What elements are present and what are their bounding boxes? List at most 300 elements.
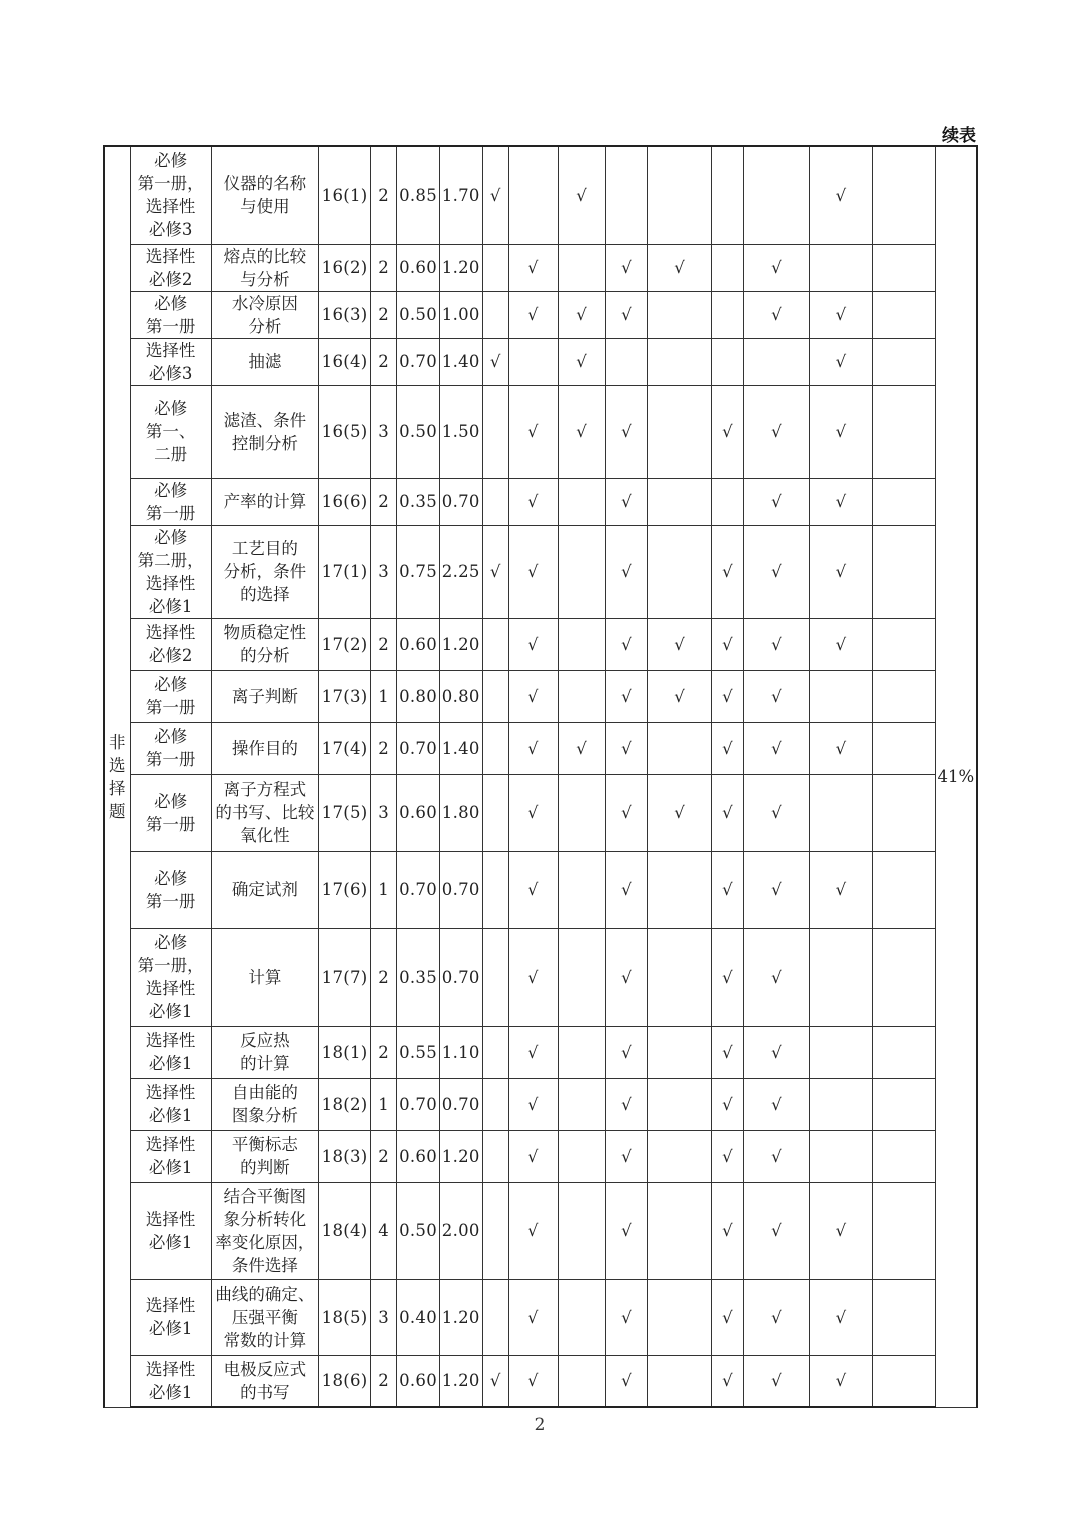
check-cell (558, 1026, 605, 1078)
topic-cell: 仪器的名称 与使用 (211, 146, 318, 244)
score-cell: 2 (371, 928, 397, 1026)
category-char: 选 (109, 755, 126, 775)
check-cell (482, 1026, 508, 1078)
textbook-cell: 选择性 必修1 (130, 1355, 211, 1407)
question-number-cell: 16(6) (319, 478, 371, 525)
check-mark-icon: √ (835, 738, 847, 758)
check-mark-icon: √ (621, 738, 632, 758)
check-cell (508, 525, 558, 618)
check-mark-icon: √ (621, 422, 632, 441)
check-cell (558, 525, 605, 618)
check-cell (605, 928, 648, 1026)
question-number-cell: 17(2) (319, 618, 371, 670)
difficulty-cell: 0.55 (397, 1026, 440, 1078)
question-number-cell: 17(6) (319, 851, 371, 928)
check-mark-icon: √ (621, 305, 632, 324)
difficulty-cell: 0.50 (397, 1182, 440, 1279)
check-cell (482, 478, 508, 525)
textbook-cell: 必修 第一册 (130, 291, 211, 338)
check-cell (744, 1279, 810, 1355)
expected-score-cell: 1.70 (439, 146, 482, 244)
check-cell (809, 1355, 873, 1407)
check-cell (482, 1355, 508, 1407)
topic-cell: 计算 (211, 928, 318, 1026)
check-mark-icon: √ (835, 1307, 847, 1327)
check-cell (508, 291, 558, 338)
difficulty-cell: 0.60 (397, 1130, 440, 1182)
difficulty-cell: 0.70 (397, 338, 440, 385)
check-cell (605, 1078, 648, 1130)
check-cell (873, 291, 936, 338)
textbook-cell: 必修 第一册， 选择性 必修3 (130, 146, 211, 244)
difficulty-cell: 0.70 (397, 722, 440, 774)
check-cell (648, 244, 712, 291)
difficulty-cell: 0.80 (397, 670, 440, 722)
check-mark-icon: √ (771, 1146, 782, 1166)
check-mark-icon: √ (722, 1221, 733, 1240)
topic-cell: 反应热 的计算 (211, 1026, 318, 1078)
check-cell (482, 1182, 508, 1279)
check-cell (809, 618, 873, 670)
score-cell: 2 (371, 722, 397, 774)
check-cell (605, 146, 648, 244)
assessment-table (103, 145, 978, 1408)
check-cell (809, 928, 873, 1026)
check-cell (873, 851, 936, 928)
check-cell (508, 244, 558, 291)
score-cell: 2 (371, 1026, 397, 1078)
check-cell (873, 385, 936, 478)
check-cell (873, 1182, 936, 1279)
check-mark-icon: √ (771, 562, 782, 581)
category-char: 择 (109, 778, 126, 798)
question-number-cell: 17(1) (319, 525, 371, 618)
check-cell (482, 338, 508, 385)
textbook-cell: 选择性 必修2 (130, 618, 211, 670)
table-row (104, 146, 977, 244)
check-cell (873, 774, 936, 851)
check-cell (648, 1279, 712, 1355)
question-number-cell: 18(4) (319, 1182, 371, 1279)
check-cell (482, 722, 508, 774)
table-row (104, 478, 977, 525)
check-cell (711, 1355, 743, 1407)
topic-cell: 电极反应式 的书写 (211, 1355, 318, 1407)
check-mark-icon: √ (771, 305, 782, 324)
table-row (104, 244, 977, 291)
check-mark-icon: √ (771, 686, 782, 706)
table-row (104, 1130, 977, 1182)
check-cell (508, 1078, 558, 1130)
check-cell (809, 1182, 873, 1279)
question-number-cell: 18(2) (319, 1078, 371, 1130)
check-mark-icon: √ (835, 634, 847, 654)
check-cell (508, 1026, 558, 1078)
check-cell (482, 928, 508, 1026)
check-cell (648, 525, 712, 618)
check-mark-icon: √ (527, 880, 539, 899)
table-row (104, 385, 977, 478)
check-cell (809, 385, 873, 478)
check-cell (648, 146, 712, 244)
check-cell (482, 618, 508, 670)
check-cell (558, 774, 605, 851)
check-cell (744, 525, 810, 618)
check-cell (711, 338, 743, 385)
check-mark-icon: √ (771, 258, 782, 277)
table-row (104, 1355, 977, 1407)
expected-score-cell: 0.80 (439, 670, 482, 722)
question-number-cell: 18(3) (319, 1130, 371, 1182)
check-mark-icon: √ (489, 352, 501, 371)
check-cell (508, 618, 558, 670)
category-char: 非 (109, 732, 126, 752)
topic-cell: 操作目的 (211, 722, 318, 774)
check-mark-icon: √ (576, 352, 587, 371)
check-cell (873, 670, 936, 722)
table-row (104, 291, 977, 338)
check-cell (482, 244, 508, 291)
score-cell: 2 (371, 146, 397, 244)
check-mark-icon: √ (621, 1371, 632, 1391)
check-mark-icon: √ (771, 1042, 782, 1062)
difficulty-cell: 0.60 (397, 1355, 440, 1407)
check-cell (558, 618, 605, 670)
check-mark-icon: √ (621, 967, 632, 987)
check-cell (744, 478, 810, 525)
check-cell (558, 928, 605, 1026)
check-mark-icon: √ (621, 686, 632, 706)
check-cell (809, 851, 873, 928)
check-cell (809, 244, 873, 291)
textbook-cell: 必修 第一册 (130, 478, 211, 525)
textbook-cell: 必修 第二册， 选择性 必修1 (130, 525, 211, 618)
check-cell (648, 385, 712, 478)
expected-score-cell: 1.80 (439, 774, 482, 851)
check-cell (482, 851, 508, 928)
score-cell: 2 (371, 244, 397, 291)
check-cell (809, 291, 873, 338)
table-row (104, 1279, 977, 1355)
check-mark-icon: √ (771, 803, 782, 822)
question-number-cell: 17(3) (319, 670, 371, 722)
score-cell: 3 (371, 774, 397, 851)
check-mark-icon: √ (621, 1146, 632, 1166)
check-cell (744, 1355, 810, 1407)
check-cell (605, 722, 648, 774)
check-mark-icon: √ (527, 803, 539, 822)
check-cell (873, 722, 936, 774)
check-mark-icon: √ (527, 305, 539, 324)
topic-cell: 离子判断 (211, 670, 318, 722)
topic-cell: 物质稳定性 的分析 (211, 618, 318, 670)
expected-score-cell: 1.00 (439, 291, 482, 338)
check-cell (809, 478, 873, 525)
check-cell (482, 1078, 508, 1130)
check-cell (809, 1130, 873, 1182)
check-mark-icon: √ (527, 1307, 539, 1327)
check-cell (482, 1130, 508, 1182)
check-cell (605, 670, 648, 722)
check-mark-icon: √ (771, 1221, 782, 1240)
difficulty-cell: 0.70 (397, 1078, 440, 1130)
question-number-cell: 18(1) (319, 1026, 371, 1078)
check-cell (648, 722, 712, 774)
check-cell (744, 146, 810, 244)
check-cell (809, 670, 873, 722)
check-mark-icon: √ (621, 1221, 632, 1240)
table-row (104, 338, 977, 385)
check-cell (648, 1355, 712, 1407)
check-mark-icon: √ (771, 1307, 782, 1327)
check-cell (508, 928, 558, 1026)
textbook-cell: 选择性 必修1 (130, 1130, 211, 1182)
check-cell (873, 928, 936, 1026)
score-cell: 2 (371, 1130, 397, 1182)
expected-score-cell: 1.10 (439, 1026, 482, 1078)
check-cell (508, 851, 558, 928)
table-row (104, 1078, 977, 1130)
check-mark-icon: √ (722, 967, 733, 987)
check-cell (482, 291, 508, 338)
check-cell (605, 774, 648, 851)
check-cell (809, 525, 873, 618)
check-mark-icon: √ (621, 1307, 632, 1327)
check-cell (605, 244, 648, 291)
expected-score-cell: 1.40 (439, 338, 482, 385)
check-cell (648, 1078, 712, 1130)
check-cell (605, 618, 648, 670)
table-row (104, 670, 977, 722)
check-cell (605, 1279, 648, 1355)
topic-cell: 水冷原因 分析 (211, 291, 318, 338)
check-mark-icon: √ (835, 422, 847, 441)
check-mark-icon: √ (527, 258, 539, 277)
expected-score-cell: 1.20 (439, 1355, 482, 1407)
difficulty-cell: 0.60 (397, 618, 440, 670)
topic-cell: 工艺目的 分析，条件 的选择 (211, 525, 318, 618)
check-mark-icon: √ (527, 1042, 539, 1062)
check-cell (744, 928, 810, 1026)
check-mark-icon: √ (527, 1094, 539, 1114)
category-char: 题 (109, 801, 126, 821)
check-mark-icon: √ (722, 422, 733, 441)
check-cell (744, 670, 810, 722)
check-mark-icon: √ (527, 1146, 539, 1166)
check-cell (508, 146, 558, 244)
check-cell (648, 478, 712, 525)
check-cell (648, 670, 712, 722)
score-cell: 2 (371, 618, 397, 670)
check-cell (508, 478, 558, 525)
check-cell (648, 291, 712, 338)
difficulty-cell: 0.60 (397, 244, 440, 291)
textbook-cell: 选择性 必修1 (130, 1078, 211, 1130)
score-cell: 2 (371, 338, 397, 385)
textbook-cell: 必修 第一册 (130, 722, 211, 774)
check-cell (648, 338, 712, 385)
check-mark-icon: √ (771, 1371, 782, 1391)
check-cell (558, 385, 605, 478)
check-cell (508, 722, 558, 774)
check-cell (809, 722, 873, 774)
check-cell (809, 146, 873, 244)
check-cell (873, 478, 936, 525)
check-mark-icon: √ (489, 185, 501, 205)
question-number-cell: 17(5) (319, 774, 371, 851)
expected-score-cell: 1.20 (439, 1130, 482, 1182)
check-cell (711, 670, 743, 722)
score-cell: 2 (371, 478, 397, 525)
expected-score-cell: 1.40 (439, 722, 482, 774)
check-mark-icon: √ (722, 880, 733, 899)
question-number-cell: 16(1) (319, 146, 371, 244)
check-cell (711, 928, 743, 1026)
check-cell (648, 1026, 712, 1078)
check-cell (558, 851, 605, 928)
check-mark-icon: √ (722, 1042, 733, 1062)
check-cell (648, 928, 712, 1026)
textbook-cell: 必修 第一册 (130, 851, 211, 928)
topic-cell: 产率的计算 (211, 478, 318, 525)
expected-score-cell: 0.70 (439, 851, 482, 928)
score-cell: 4 (371, 1182, 397, 1279)
check-cell (873, 618, 936, 670)
textbook-cell: 必修 第一册， 选择性 必修1 (130, 928, 211, 1026)
check-mark-icon: √ (527, 1371, 539, 1391)
check-mark-icon: √ (722, 738, 733, 758)
check-cell (711, 1279, 743, 1355)
question-number-cell: 17(7) (319, 928, 371, 1026)
check-cell (605, 525, 648, 618)
check-mark-icon: √ (722, 686, 733, 706)
check-cell (558, 1130, 605, 1182)
check-mark-icon: √ (527, 492, 539, 511)
topic-cell: 平衡标志 的判断 (211, 1130, 318, 1182)
check-cell (711, 851, 743, 928)
check-mark-icon: √ (576, 422, 587, 441)
check-mark-icon: √ (621, 1094, 632, 1114)
check-cell (605, 1026, 648, 1078)
difficulty-cell: 0.75 (397, 525, 440, 618)
topic-cell: 离子方程式 的书写、比较 氧化性 (211, 774, 318, 851)
check-cell (873, 1026, 936, 1078)
question-number-cell: 16(5) (319, 385, 371, 478)
topic-cell: 抽滤 (211, 338, 318, 385)
table-row (104, 722, 977, 774)
check-cell (744, 1130, 810, 1182)
check-cell (744, 1182, 810, 1279)
difficulty-cell: 0.35 (397, 928, 440, 1026)
check-mark-icon: √ (722, 1307, 733, 1327)
check-mark-icon: √ (674, 634, 685, 654)
check-cell (648, 618, 712, 670)
check-cell (711, 618, 743, 670)
check-cell (558, 478, 605, 525)
score-cell: 2 (371, 291, 397, 338)
check-cell (508, 385, 558, 478)
question-number-cell: 16(2) (319, 244, 371, 291)
table-row (104, 618, 977, 670)
check-cell (508, 1182, 558, 1279)
check-cell (482, 525, 508, 618)
score-cell: 1 (371, 851, 397, 928)
check-mark-icon: √ (722, 1371, 733, 1391)
check-mark-icon: √ (771, 880, 782, 899)
check-cell (605, 1182, 648, 1279)
page-number: 2 (534, 1415, 546, 1435)
check-cell (648, 851, 712, 928)
check-mark-icon: √ (771, 422, 782, 441)
check-mark-icon: √ (835, 185, 847, 205)
check-cell (558, 244, 605, 291)
check-mark-icon: √ (722, 803, 733, 822)
question-number-cell: 17(4) (319, 722, 371, 774)
textbook-cell: 选择性 必修1 (130, 1182, 211, 1279)
textbook-cell: 必修 第一、 二册 (130, 385, 211, 478)
check-cell (508, 1130, 558, 1182)
topic-cell: 确定试剂 (211, 851, 318, 928)
check-cell (809, 338, 873, 385)
check-cell (558, 1279, 605, 1355)
difficulty-cell: 0.70 (397, 851, 440, 928)
table-row (104, 525, 977, 618)
check-mark-icon: √ (835, 305, 847, 324)
difficulty-cell: 0.50 (397, 291, 440, 338)
check-cell (558, 146, 605, 244)
table-row (104, 1026, 977, 1078)
check-mark-icon: √ (621, 880, 632, 899)
table-row (104, 928, 977, 1026)
check-cell (482, 385, 508, 478)
check-mark-icon: √ (674, 258, 685, 277)
check-cell (809, 1279, 873, 1355)
check-mark-icon: √ (621, 258, 632, 277)
check-mark-icon: √ (835, 1371, 847, 1391)
question-number-cell: 16(3) (319, 291, 371, 338)
check-cell (508, 338, 558, 385)
check-cell (711, 291, 743, 338)
expected-score-cell: 0.70 (439, 928, 482, 1026)
check-cell (482, 774, 508, 851)
check-mark-icon: √ (576, 738, 587, 758)
check-cell (711, 1182, 743, 1279)
check-cell (711, 1130, 743, 1182)
check-cell (558, 291, 605, 338)
check-cell (605, 291, 648, 338)
continuation-label: 续表 (942, 126, 976, 146)
check-mark-icon: √ (489, 1371, 501, 1391)
check-cell (873, 1279, 936, 1355)
score-cell: 3 (371, 1279, 397, 1355)
check-cell (873, 525, 936, 618)
score-cell: 3 (371, 525, 397, 618)
table-row (104, 851, 977, 928)
check-cell (711, 722, 743, 774)
table-row (104, 1182, 977, 1279)
textbook-cell: 选择性 必修1 (130, 1279, 211, 1355)
check-mark-icon: √ (674, 803, 685, 822)
check-mark-icon: √ (835, 562, 847, 581)
check-mark-icon: √ (771, 967, 782, 987)
expected-score-cell: 0.70 (439, 478, 482, 525)
expected-score-cell: 2.25 (439, 525, 482, 618)
check-mark-icon: √ (527, 738, 539, 758)
check-mark-icon: √ (576, 305, 587, 324)
check-cell (558, 1078, 605, 1130)
check-cell (508, 1355, 558, 1407)
check-mark-icon: √ (722, 1146, 733, 1166)
